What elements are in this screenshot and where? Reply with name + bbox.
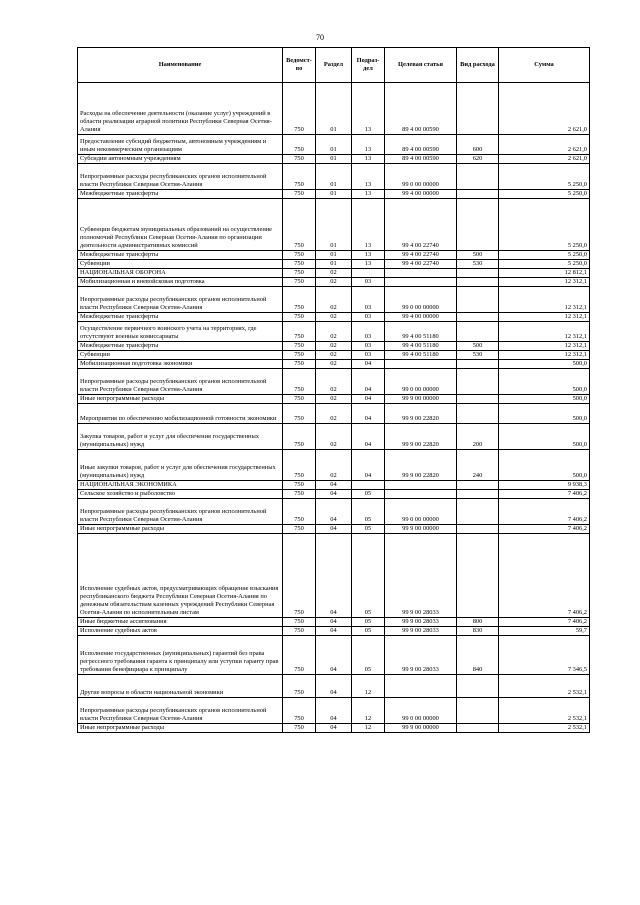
row-kind [457,724,499,733]
row-target: 99 9 00 00000 [385,724,457,733]
row-name: Мероприятия по обеспечению мобилизационной готовности экономики [78,404,283,424]
row-kind [457,481,499,490]
row-section: 02 [316,287,352,313]
row-sum: 9 938,3 [499,481,590,490]
row-kind: 830 [457,627,499,636]
row-sum: 12 312,1 [499,351,590,360]
row-kind: 200 [457,424,499,450]
row-section: 04 [316,675,352,698]
row-kind [457,499,499,525]
row-kind: 800 [457,618,499,627]
row-dept: 750 [283,260,316,269]
row-kind [457,287,499,313]
row-subsection: 13 [352,199,385,251]
row-sum: 2 621,0 [499,135,590,155]
table-row [78,135,590,155]
row-sum: 7 406,2 [499,490,590,499]
row-dept: 750 [283,269,316,278]
row-dept: 750 [283,199,316,251]
row-subsection: 13 [352,135,385,155]
row-subsection: 12 [352,724,385,733]
row-kind: 600 [457,135,499,155]
row-section: 02 [316,424,352,450]
row-name: Субвенции [78,260,283,269]
row-name: Субвенции бюджетам муниципальных образований на осуществление полномочий Республики Северная Осетия-Алания по организации деятельности административных комиссий [78,199,283,251]
row-kind: 840 [457,636,499,675]
row-section: 04 [316,618,352,627]
row-section: 02 [316,322,352,342]
row-dept: 750 [283,313,316,322]
row-target: 99 9 00 28033 [385,534,457,618]
row-sum: 12 312,1 [499,342,590,351]
table-row [78,278,590,287]
row-section: 02 [316,269,352,278]
row-dept: 750 [283,675,316,698]
row-section: 04 [316,724,352,733]
row-dept: 750 [283,698,316,724]
row-dept: 750 [283,534,316,618]
row-name: Субсидии автономным учреждениям [78,155,283,164]
header-subsection: Подраз-дел [352,48,385,83]
row-dept: 750 [283,278,316,287]
row-name: Межбюджетные трансферты [78,313,283,322]
header-section: Раздел [316,48,352,83]
row-name: Непрограммные расходы республиканских органов исполнительной власти Республики Северная Осетия-Алания [78,698,283,724]
row-dept: 750 [283,351,316,360]
table-row [78,190,590,199]
row-dept: 750 [283,499,316,525]
row-dept: 750 [283,450,316,481]
row-section: 01 [316,83,352,135]
row-subsection: 04 [352,395,385,404]
row-target [385,675,457,698]
row-dept: 750 [283,251,316,260]
row-target: 99 0 00 00000 [385,698,457,724]
row-section: 02 [316,450,352,481]
row-name: Предоставление субсидий бюджетным, автономным учреждениям и иным некоммерческим организациям [78,135,283,155]
row-target: 99 4 00 22740 [385,199,457,251]
table-row [78,450,590,481]
row-kind [457,369,499,395]
row-name: Субвенции [78,351,283,360]
row-dept: 750 [283,369,316,395]
row-target: 89 4 00 00590 [385,155,457,164]
row-target: 99 4 00 22740 [385,251,457,260]
row-sum: 59,7 [499,627,590,636]
row-target: 99 9 00 28033 [385,636,457,675]
row-target: 99 9 00 22820 [385,404,457,424]
row-target: 99 4 00 51180 [385,342,457,351]
row-dept: 750 [283,287,316,313]
row-target: 89 4 00 00590 [385,135,457,155]
row-subsection: 04 [352,360,385,369]
row-sum: 5 250,0 [499,164,590,190]
row-sum: 12 312,1 [499,313,590,322]
row-kind [457,490,499,499]
row-kind [457,395,499,404]
row-dept: 750 [283,342,316,351]
row-subsection: 13 [352,83,385,135]
row-target: 89 4 00 00590 [385,83,457,135]
table-row [78,342,590,351]
table-row [78,627,590,636]
row-sum: 5 250,0 [499,190,590,199]
row-sum: 2 621,0 [499,155,590,164]
row-sum: 7 406,2 [499,499,590,525]
table-row [78,618,590,627]
row-section: 01 [316,199,352,251]
row-sum: 500,0 [499,404,590,424]
row-section: 02 [316,395,352,404]
row-section: 04 [316,698,352,724]
row-target: 99 9 00 28033 [385,627,457,636]
row-name: Иные закупки товаров, работ и услуг для обеспечения государственных (муниципальных) нужд [78,450,283,481]
row-subsection: 05 [352,490,385,499]
row-kind [457,199,499,251]
row-name: Мобилизационная подготовка экономики [78,360,283,369]
table-row [78,164,590,190]
row-dept: 750 [283,490,316,499]
row-sum: 12 312,1 [499,278,590,287]
row-name: Исполнение судебных актов [78,627,283,636]
row-dept: 750 [283,164,316,190]
row-section: 04 [316,525,352,534]
row-dept: 750 [283,83,316,135]
row-dept: 750 [283,627,316,636]
row-subsection: 03 [352,278,385,287]
row-sum: 2 532,1 [499,698,590,724]
row-dept: 750 [283,322,316,342]
row-name: Межбюджетные трансферты [78,251,283,260]
row-target [385,481,457,490]
row-section: 04 [316,499,352,525]
row-kind [457,83,499,135]
row-subsection: 12 [352,675,385,698]
row-subsection: 04 [352,404,385,424]
row-kind: 530 [457,351,499,360]
row-sum: 7 406,2 [499,618,590,627]
row-target: 99 4 00 51180 [385,351,457,360]
row-dept: 750 [283,481,316,490]
row-section: 04 [316,481,352,490]
row-target: 99 0 00 00000 [385,164,457,190]
row-kind [457,322,499,342]
table-row [78,698,590,724]
header-kind: Вид расхода [457,48,499,83]
row-subsection: 03 [352,313,385,322]
budget-table [77,47,590,733]
row-kind [457,313,499,322]
table-body [78,83,590,733]
row-kind: 240 [457,450,499,481]
row-dept: 750 [283,724,316,733]
row-subsection: 13 [352,260,385,269]
row-subsection: 03 [352,351,385,360]
row-name: НАЦИОНАЛЬНАЯ ЭКОНОМИКА [78,481,283,490]
row-sum: 500,0 [499,369,590,395]
row-name: Закупка товаров, работ и услуг для обеспечения государственных (муниципальных) нужд [78,424,283,450]
row-name: Межбюджетные трансферты [78,190,283,199]
page-number: 70 [316,33,324,42]
row-name: Осуществление первичного воинского учета на территориях, где отсутствуют военные комиссариаты [78,322,283,342]
row-sum: 7 406,2 [499,534,590,618]
row-subsection: 05 [352,534,385,618]
table-row [78,490,590,499]
row-target: 99 9 00 22820 [385,424,457,450]
row-sum: 12 312,1 [499,322,590,342]
row-target [385,490,457,499]
row-subsection: 13 [352,164,385,190]
row-subsection: 13 [352,251,385,260]
header-sum: Сумма [499,48,590,83]
row-target: 99 0 00 00000 [385,369,457,395]
row-subsection: 05 [352,627,385,636]
row-subsection: 03 [352,322,385,342]
row-kind [457,190,499,199]
row-target: 99 4 00 00000 [385,313,457,322]
row-section: 02 [316,369,352,395]
row-sum: 5 250,0 [499,199,590,251]
row-name: Исполнение судебных актов, предусматривающих обращение взыскания республиканского бюджета Республики Северная Осетия-Алания по денежным обязательствам казенных учреждений Республики Северная Осетия-Алания по исполнительным листам [78,534,283,618]
row-subsection: 05 [352,636,385,675]
row-dept: 750 [283,618,316,627]
row-subsection: 05 [352,525,385,534]
table-row [78,360,590,369]
row-subsection: 04 [352,450,385,481]
table-row [78,199,590,251]
row-kind [457,269,499,278]
row-kind [457,675,499,698]
row-section: 02 [316,342,352,351]
row-target: 99 4 00 51180 [385,322,457,342]
row-name: Другие вопросы в области национальной экономики [78,675,283,698]
row-subsection: 05 [352,618,385,627]
table-row [78,724,590,733]
row-target [385,269,457,278]
row-section: 01 [316,251,352,260]
header-dept: Ведомст-во [283,48,316,83]
table-row [78,269,590,278]
row-target: 99 9 00 22820 [385,450,457,481]
row-subsection: 13 [352,155,385,164]
table-row [78,260,590,269]
row-sum: 7 406,2 [499,525,590,534]
row-target [385,360,457,369]
row-kind: 500 [457,342,499,351]
row-sum: 5 250,0 [499,251,590,260]
row-kind: 620 [457,155,499,164]
row-section: 04 [316,490,352,499]
row-section: 02 [316,351,352,360]
table-header-row [78,48,590,83]
row-sum: 12 312,1 [499,287,590,313]
header-target: Целевая статья [385,48,457,83]
row-name: Расходы на обеспечение деятельности (оказание услуг) учреждений в области реализации аграрной политики Республики Северная Осетия-Алания [78,83,283,135]
row-section: 04 [316,636,352,675]
row-name: Мобилизационная и вневойсковая подготовка [78,278,283,287]
table-row [78,322,590,342]
row-subsection: 03 [352,342,385,351]
table-row [78,525,590,534]
row-section: 04 [316,627,352,636]
row-sum: 2 532,1 [499,724,590,733]
row-sum: 500,0 [499,395,590,404]
row-dept: 750 [283,395,316,404]
row-subsection [352,269,385,278]
row-kind [457,525,499,534]
row-sum: 12 812,1 [499,269,590,278]
row-subsection [352,481,385,490]
table-row [78,287,590,313]
row-name: Иные бюджетные ассигнования [78,618,283,627]
table-row [78,481,590,490]
row-dept: 750 [283,360,316,369]
table-row [78,675,590,698]
table-row [78,351,590,360]
table-row [78,155,590,164]
row-dept: 750 [283,636,316,675]
table-row [78,83,590,135]
row-target: 99 9 00 00000 [385,395,457,404]
row-name: Иные непрограммные расходы [78,724,283,733]
row-sum: 5 250,0 [499,260,590,269]
table-row [78,395,590,404]
table-row [78,534,590,618]
row-name: Иные непрограммные расходы [78,525,283,534]
row-name: Исполнение государственных (муниципальных) гарантий без права регрессного требования гаранта к принципалу или уступки гаранту прав требования бенефициара к принципалу [78,636,283,675]
row-kind: 500 [457,251,499,260]
row-target: 99 9 00 28033 [385,618,457,627]
table-row [78,313,590,322]
row-kind [457,698,499,724]
row-dept: 750 [283,135,316,155]
row-subsection: 03 [352,287,385,313]
row-kind [457,534,499,618]
row-subsection: 04 [352,369,385,395]
row-target [385,278,457,287]
row-target: 99 4 00 00000 [385,190,457,199]
row-name: Межбюджетные трансферты [78,342,283,351]
row-section: 02 [316,360,352,369]
row-sum: 500,0 [499,450,590,481]
row-name: НАЦИОНАЛЬНАЯ ОБОРОНА [78,269,283,278]
row-dept: 750 [283,525,316,534]
table-row [78,369,590,395]
row-kind [457,278,499,287]
row-section: 01 [316,190,352,199]
row-subsection: 04 [352,424,385,450]
table-row [78,499,590,525]
row-sum: 500,0 [499,424,590,450]
row-sum: 7 346,5 [499,636,590,675]
row-section: 02 [316,313,352,322]
row-target: 99 4 00 22740 [385,260,457,269]
row-name: Иные непрограммные расходы [78,395,283,404]
row-target: 99 0 00 00000 [385,499,457,525]
row-subsection: 12 [352,698,385,724]
table-row [78,636,590,675]
row-name: Непрограммные расходы республиканских органов исполнительной власти Республики Северная Осетия-Алания [78,369,283,395]
row-sum: 500,0 [499,360,590,369]
row-target: 99 0 00 00000 [385,287,457,313]
row-sum: 2 621,0 [499,83,590,135]
row-sum: 2 532,1 [499,675,590,698]
row-subsection: 05 [352,499,385,525]
row-dept: 750 [283,404,316,424]
row-kind [457,164,499,190]
row-kind [457,404,499,424]
row-section: 02 [316,278,352,287]
row-section: 01 [316,155,352,164]
row-section: 01 [316,164,352,190]
row-subsection: 13 [352,190,385,199]
header-name: Наименование [78,48,283,83]
row-name: Сельское хозяйство и рыболовство [78,490,283,499]
table-row [78,404,590,424]
row-dept: 750 [283,155,316,164]
row-section: 02 [316,404,352,424]
row-dept: 750 [283,424,316,450]
table-row [78,424,590,450]
row-section: 01 [316,260,352,269]
row-section: 01 [316,135,352,155]
row-target: 99 9 00 00000 [385,525,457,534]
row-kind: 530 [457,260,499,269]
row-name: Непрограммные расходы республиканских органов исполнительной власти Республики Северная Осетия-Алания [78,164,283,190]
row-kind [457,360,499,369]
row-dept: 750 [283,190,316,199]
row-name: Непрограммные расходы республиканских органов исполнительной власти Республики Северная Осетия-Алания [78,287,283,313]
row-section: 04 [316,534,352,618]
row-name: Непрограммные расходы республиканских органов исполнительной власти Республики Северная Осетия-Алания [78,499,283,525]
table-row [78,251,590,260]
